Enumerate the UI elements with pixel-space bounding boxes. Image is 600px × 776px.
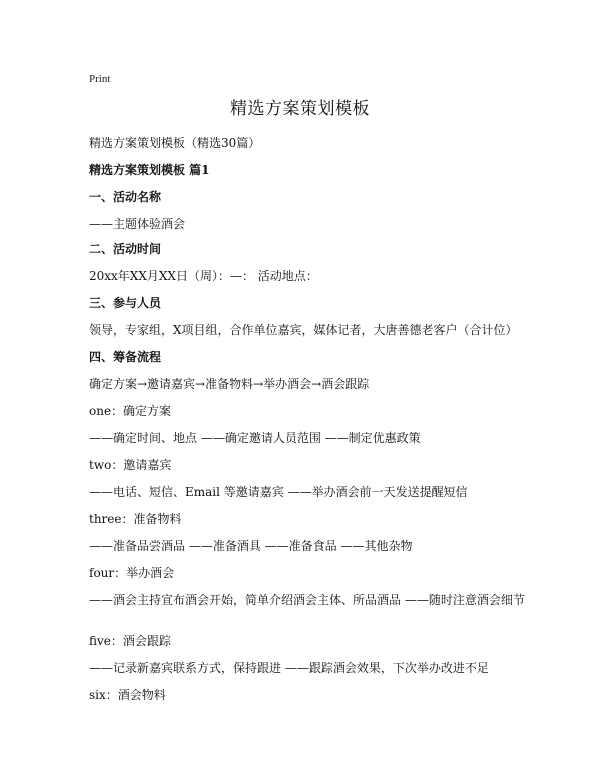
step-one-detail: ——确定时间、地点 ——确定邀请人员范围 ——制定优惠政策	[89, 431, 421, 445]
print-label[interactable]: Print	[89, 73, 111, 85]
paragraph-activity-name: ——主题体验酒会	[89, 217, 186, 231]
document-title: 精选方案策划模板	[230, 99, 370, 119]
step-six-label: six：酒会物料	[89, 688, 166, 702]
paragraph-activity-time: 20xx年XX月XX日（周）：—： 活动地点：	[89, 269, 318, 283]
step-one-label: one：确定方案	[89, 404, 172, 418]
paragraph-preparation-flow: 确定方案→邀请嘉宾→准备物料→举办酒会→酒会跟踪	[89, 377, 370, 391]
step-two-label: two：邀请嘉宾	[89, 458, 172, 472]
step-three-label: three：准备物料	[89, 512, 182, 526]
paragraph-participants: 领导，专家组，X项目组，合作单位嘉宾，媒体记者，大唐善德老客户（合计位）	[89, 323, 518, 337]
step-five-label: five：酒会跟踪	[89, 634, 171, 648]
step-two-detail: ——电话、短信、Email 等邀请嘉宾 ——举办酒会前一天发送提醒短信	[89, 485, 468, 499]
heading-activity-time: 二、活动时间	[89, 242, 162, 256]
heading-activity-name: 一、活动名称	[89, 190, 162, 204]
heading-preparation: 四、筹备流程	[89, 350, 162, 364]
heading-participants: 三、参与人员	[89, 296, 162, 310]
document-subtitle: 精选方案策划模板（精选30篇）	[89, 136, 261, 150]
step-five-detail: ——记录新嘉宾联系方式，保持跟进 ——跟踪酒会效果，下次举办改进不足	[89, 661, 489, 675]
step-four-detail: ——酒会主持宣布酒会开始，简单介绍酒会主体、所品酒品 ——随时注意酒会细节	[89, 593, 525, 607]
section-heading: 精选方案策划模板 篇1	[89, 163, 210, 177]
step-four-label: four：举办酒会	[89, 566, 175, 580]
step-three-detail: ——准备品尝酒品 ——准备酒具 ——准备食品 ——其他杂物	[89, 539, 413, 553]
